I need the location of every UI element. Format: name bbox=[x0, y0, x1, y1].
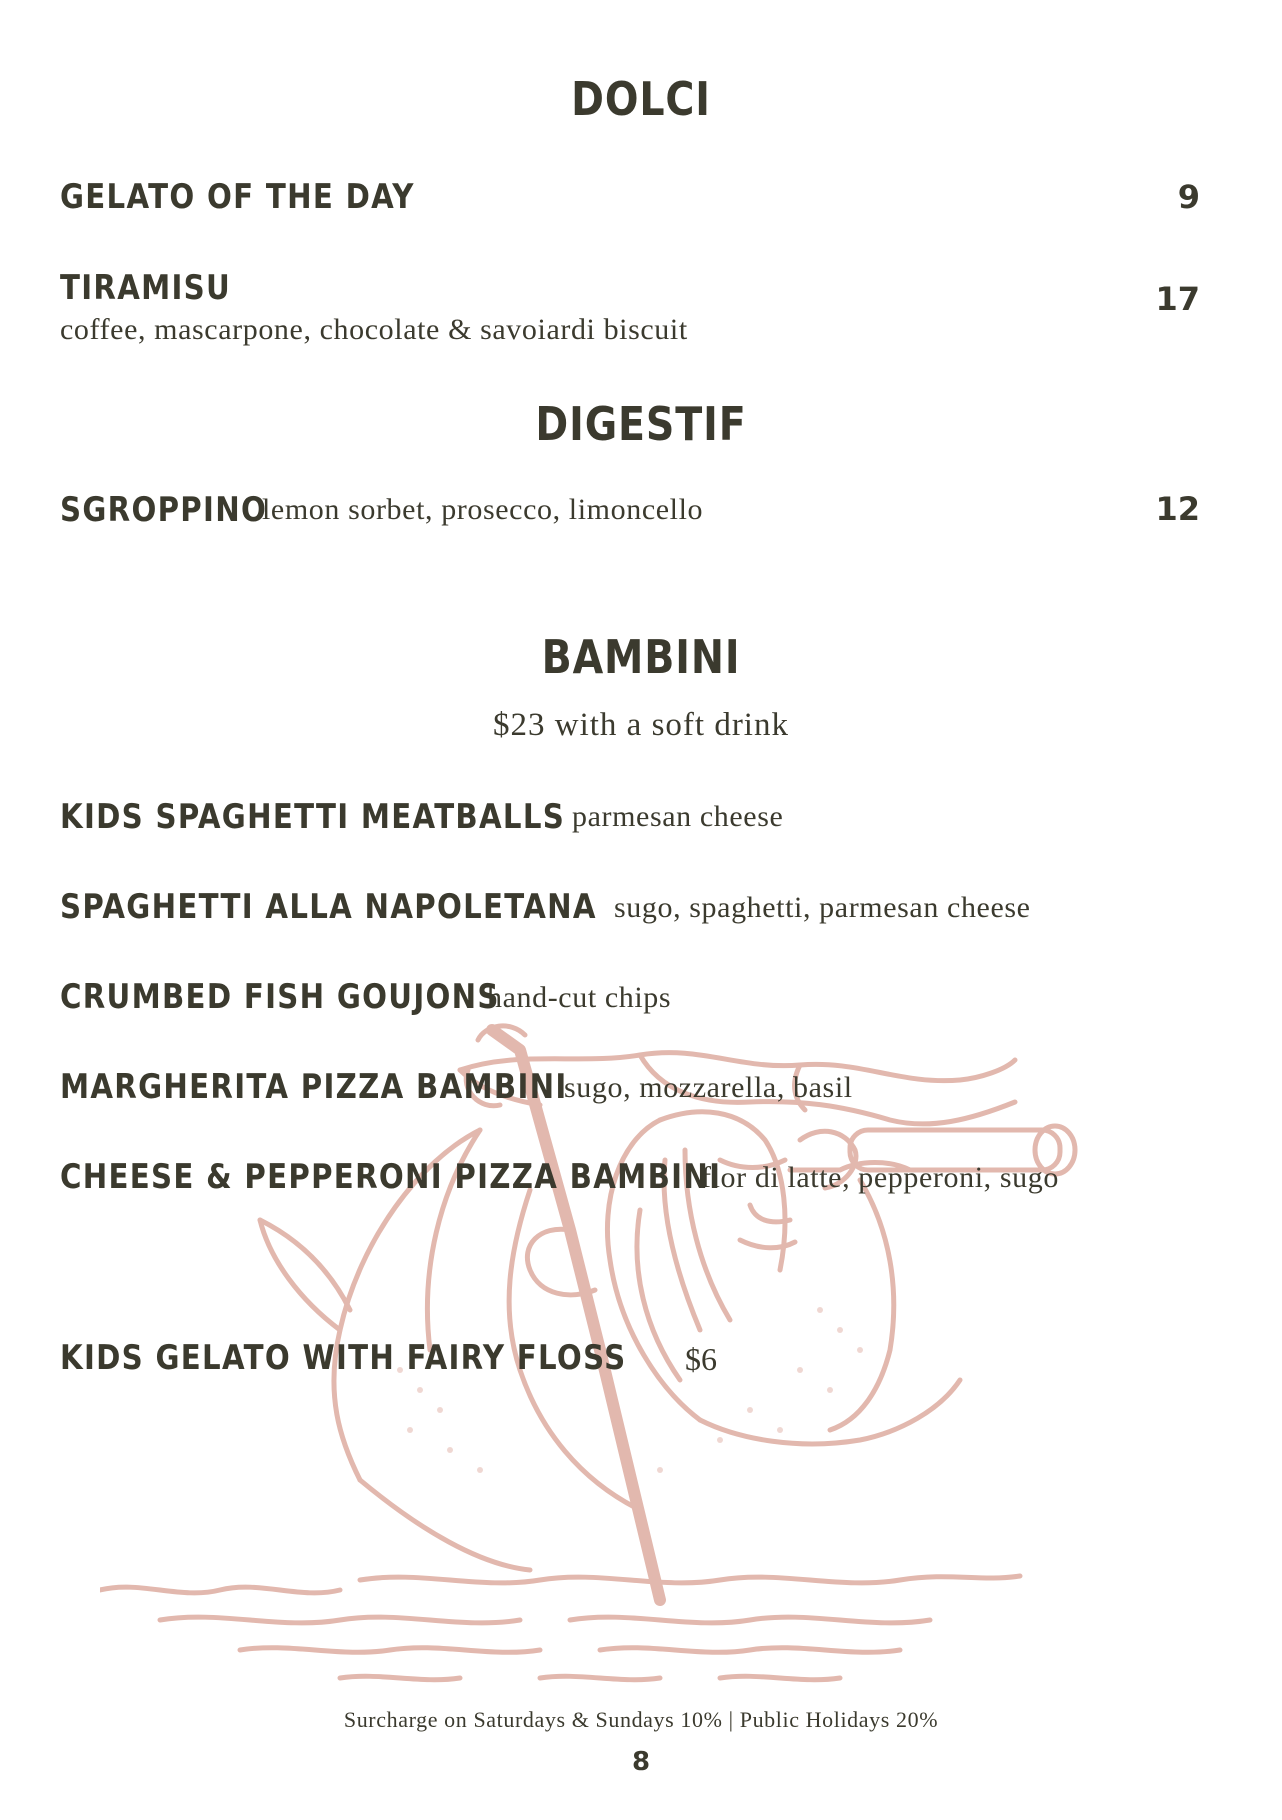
surcharge-note: Surcharge on Saturdays & Sundays 10% | Public Holidays 20% bbox=[343, 1707, 939, 1732]
item-description: hand-cut chips bbox=[487, 981, 672, 1014]
item-name: SPAGHETTI ALLA NAPOLETANA bbox=[60, 887, 597, 927]
item-description: lemon sorbet, prosecco, limoncello bbox=[262, 493, 704, 526]
section-title-dolci: DOLCI bbox=[571, 72, 711, 126]
menu-item-kids-gelato-with-fairy-floss bbox=[60, 1338, 719, 1378]
item-price: $6 bbox=[685, 1341, 717, 1377]
item-description: fior di latte, pepperoni, sugo bbox=[701, 1161, 1059, 1194]
item-price: 12 bbox=[1155, 490, 1200, 528]
item-price: 17 bbox=[1155, 280, 1200, 318]
item-name: SGROPPINO bbox=[60, 490, 268, 530]
menu-item-margherita-pizza-bambini bbox=[60, 1067, 650, 1107]
item-name: CRUMBED FISH GOUJONS bbox=[60, 977, 500, 1017]
section-title-bambini: BAMBINI bbox=[541, 630, 741, 684]
item-description: parmesan cheese bbox=[572, 800, 784, 833]
item-price: 9 bbox=[1177, 178, 1200, 216]
menu-item-kids-spaghetti-meatballs bbox=[60, 797, 647, 837]
menu-item-spaghetti-alla-napoletana bbox=[60, 887, 684, 927]
item-description: sugo, spaghetti, parmesan cheese bbox=[614, 891, 1031, 924]
item-name: GELATO OF THE DAY bbox=[60, 177, 415, 217]
section-subtitle-bambini: $23 with a soft drink bbox=[493, 707, 789, 743]
item-name: KIDS GELATO WITH FAIRY FLOSS bbox=[60, 1338, 627, 1378]
item-name: TIRAMISU bbox=[60, 268, 232, 308]
item-name: CHEESE & PEPPERONI PIZZA BAMBINI bbox=[60, 1157, 722, 1197]
section-title-digestif: DIGESTIF bbox=[535, 397, 747, 451]
item-name: MARGHERITA PIZZA BAMBINI bbox=[60, 1067, 568, 1107]
page-number: 8 bbox=[631, 1747, 651, 1777]
item-description: sugo, mozzarella, basil bbox=[564, 1071, 853, 1104]
menu-item-tiramisu bbox=[60, 268, 259, 308]
menu-item-gelato-of-the-day bbox=[60, 177, 472, 217]
item-name: KIDS SPAGHETTI MEATBALLS bbox=[60, 797, 566, 837]
item-description: coffee, mascarpone, chocolate & savoiardi biscuit bbox=[60, 313, 688, 346]
